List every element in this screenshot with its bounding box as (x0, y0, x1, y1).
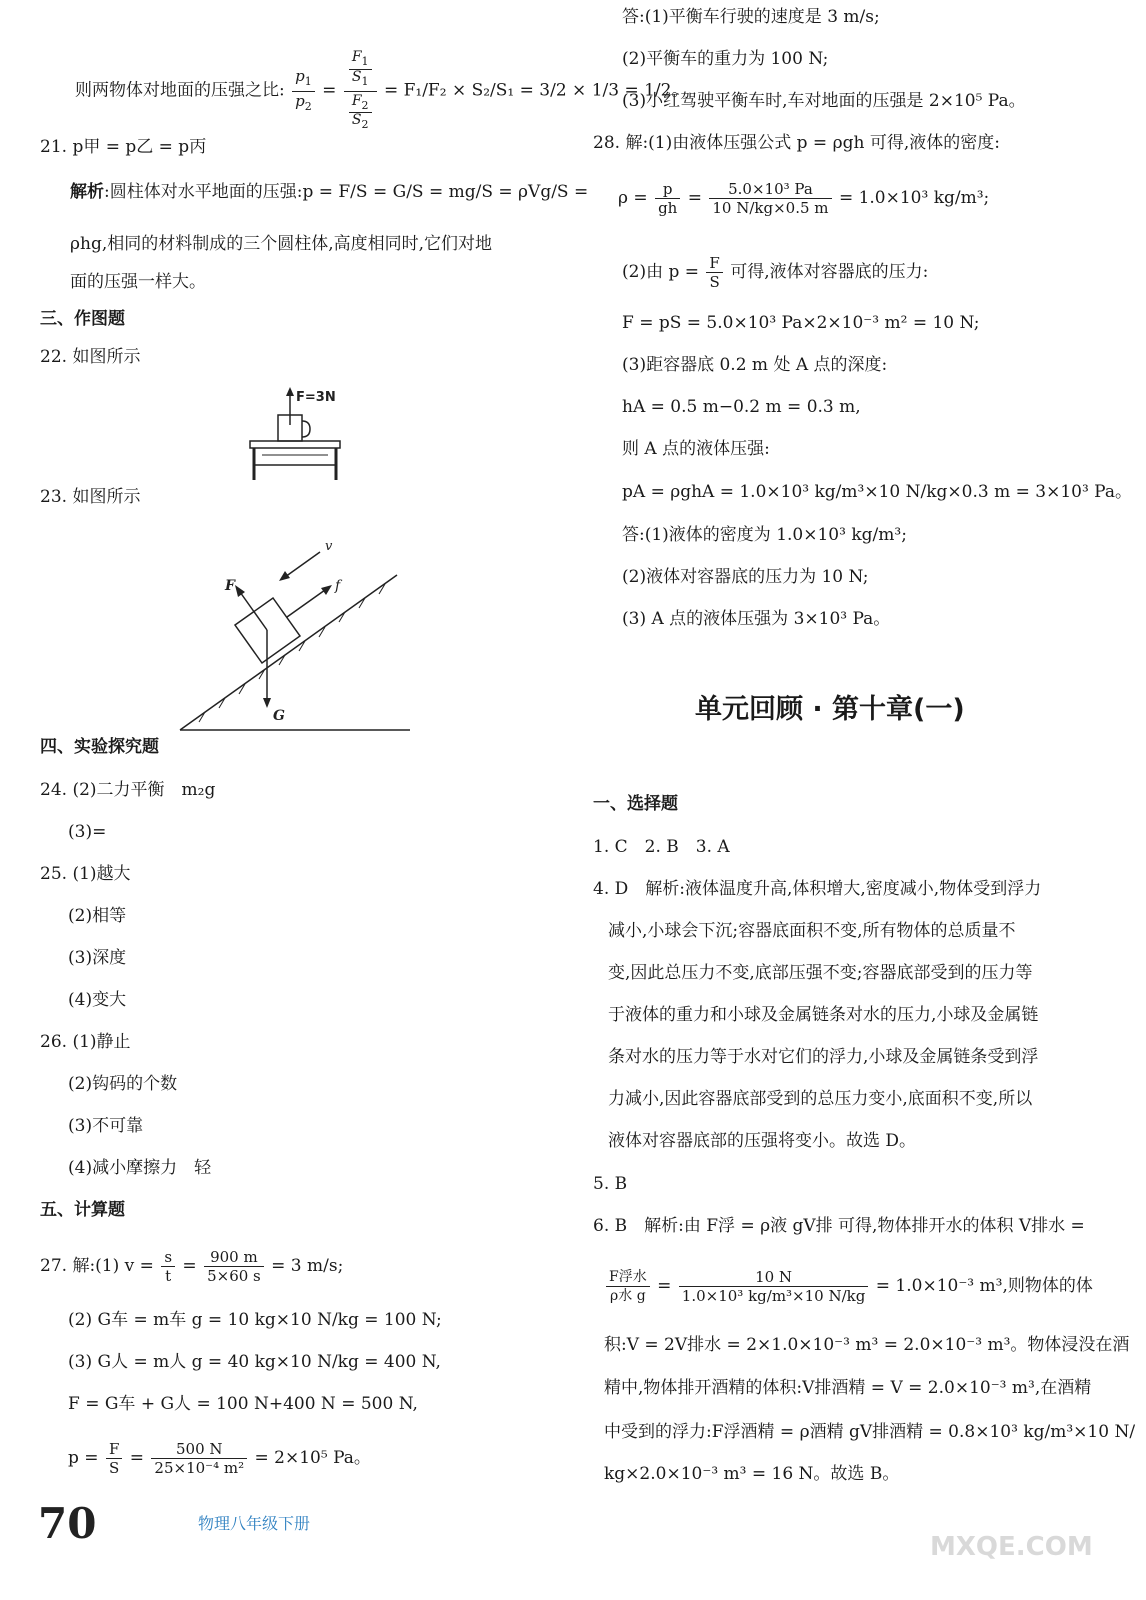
q27-l5-prefix: p = (68, 1448, 99, 1468)
friction-label: f (335, 578, 341, 594)
q27-line1: 27. 解:(1) v = $\frac{s}{t}$ = $\frac{900 m}{5\times 60 s}$ = 3 m/s; (40, 1248, 344, 1285)
q20-prefix: 则两物体对地面的压强之比: (75, 80, 285, 101)
q6-l2-tail: = 1.0×10⁻³ m³,则物体的体 (875, 1276, 1093, 1296)
q1-3-answers: 1. C 2. B 3. A (593, 837, 730, 857)
q4-line4: 于液体的重力和小球及金属链条对水的压力,小球及金属链 (608, 1005, 1039, 1025)
q28-l2-tail: = 1.0×10³ kg/m³; (838, 188, 990, 208)
q6-line5: 中受到的浮力:F浮酒精 = ρ酒精 gV排酒精 = 0.8×10³ kg/m³×10 N/ (604, 1422, 1136, 1442)
q21-text1: :圆柱体对水平地面的压强:p = F/S = G/S = mg/S = ρVg/S = (104, 182, 589, 202)
q4-line5: 条对水的压力等于水对它们的浮力,小球及金属链条受到浮 (608, 1047, 1039, 1067)
figure-22-table-diagram (240, 385, 350, 485)
q28-l2-frac2: $\frac{\text{5.0×10³ Pa}}{10 N/kg\times 0.5 m}$ (709, 180, 831, 217)
q26-line2: (2)钩码的个数 (68, 1074, 178, 1094)
q6-l2-frac2: $\frac{10 N}{\text{1.0×10³ kg/m³×10 N/kg}}$ (679, 1268, 869, 1305)
q21-analysis-line3: 面的压强一样大。 (70, 272, 206, 292)
velocity-arrowhead (279, 571, 290, 581)
section-3-heading: 三、作图题 (40, 309, 125, 329)
q27-line3: (3) G人 = m人 g = 40 kg×10 N/kg = 400 N, (68, 1352, 441, 1372)
q6-l2-frac: $\frac{\text{F浮水}}{\text{ρ水 g}}$ (606, 1268, 650, 1305)
q28-line2: ρ = $\frac{p}{gh}$ = $\frac{\text{5.0×10³ Pa}}{10 N/kg\times 0.5 m}$ = 1.0×10³ kg/m³; (618, 180, 990, 217)
normal-force-line (240, 592, 267, 630)
q4-line3: 变,因此总压力不变,底部压强不变;容器底部受到的压力等 (608, 963, 1033, 983)
q6-line2: $\frac{\text{F浮水}}{\text{ρ水 g}}$ = $\frac{10 N}{\text{1.0×10³ kg/m³×10 N/kg}}$ = 1.0×10⁻³ m³,则物体的体 (604, 1268, 1093, 1305)
q26-line1: 26. (1)静止 (40, 1032, 131, 1052)
q25-line1: 25. (1)越大 (40, 864, 131, 884)
q28-line1: 28. 解:(1)由液体压强公式 p = ρgh 可得,液体的密度: (593, 133, 1000, 153)
q28-answer-3: (3) A 点的液体压强为 3×10³ Pa。 (622, 609, 891, 629)
q20-compound-fraction: $\frac{\frac{F_1}{S_1}}{\frac{F_2}{S_2}}$ (344, 50, 377, 132)
q6-line3: 积:V = 2V排水 = 2×1.0×10⁻³ m³ = 2.0×10⁻³ m³。物体浸没在酒 (604, 1335, 1130, 1355)
normal-force-label: F (225, 578, 235, 594)
q20-tail: = F₁/F₂ × S₂/S₁ = 3/2 × 1/3 = 1/2。 (383, 80, 689, 101)
section-1-heading: 一、选择题 (593, 794, 678, 814)
q25-line3: (3)深度 (68, 948, 127, 968)
q20-ratio: $\frac{p_1}{p_2}$ (292, 67, 315, 116)
gravity-label: G (273, 708, 285, 724)
q24-line1: 24. (2)二力平衡 m₂g (40, 780, 216, 800)
friction-arrowhead (321, 585, 332, 595)
q4-line6: 力减小,因此容器底部受到的总压力变小,底面积不变,所以 (608, 1089, 1033, 1109)
q24-line2: (3)= (68, 822, 107, 842)
q28-l3-prefix: (2)由 p = (622, 262, 700, 282)
q28-answer-2: (2)液体对容器底的压力为 10 N; (622, 567, 869, 587)
watermark: MXQE.COM (930, 1532, 1093, 1562)
velocity-label: v (325, 539, 333, 554)
q27-l1-frac: $\frac{s}{t}$ (161, 1248, 175, 1285)
q28-l2-prefix: ρ = (618, 188, 648, 208)
q21-answer: 21. p甲 = p乙 = p丙 (40, 137, 207, 157)
q27-l1-frac2: $\frac{900 m}{5\times 60 s}$ (204, 1248, 264, 1285)
q27-line4: F = G车 + G人 = 100 N+400 N = 500 N, (68, 1394, 418, 1414)
q28-line3 (622, 254, 928, 291)
q25-line2: (2)相等 (68, 906, 127, 926)
gravity-arrowhead (263, 698, 271, 708)
q4-line2: 减小,小球会下沉;容器底面积不变,所有物体的总质量不 (608, 921, 1016, 941)
q26-line3: (3)不可靠 (68, 1116, 144, 1136)
q21-analysis-line2: ρhg,相同的材料制成的三个圆柱体,高度相同时,它们对地 (70, 234, 493, 254)
figure-23-incline-diagram (175, 530, 415, 735)
q27-line2: (2) G车 = m车 g = 10 kg×10 N/kg = 100 N; (68, 1310, 442, 1330)
q22-text: 22. 如图所示 (40, 347, 141, 367)
q28-line6: hA = 0.5 m−0.2 m = 0.3 m, (622, 397, 861, 417)
q28-line5: (3)距容器底 0.2 m 处 A 点的深度: (622, 355, 888, 375)
velocity-line (285, 552, 320, 577)
cup-handle (302, 421, 310, 437)
q20-line: 则两物体对地面的压强之比: $\frac{p_1}{p_2}$ = $\frac{\frac{F_1}{S_1}}{\frac{F_2}{S_2}}$ = F₁/F₂ × S₂/S₁ = 3/2 × 1/3 = 1/2。 (75, 49, 689, 132)
q27-l5-tail: = 2×10⁵ Pa。 (254, 1448, 371, 1468)
q27-answer-3: (3)小红驾驶平衡车时,车对地面的压强是 2×10⁵ Pa。 (622, 91, 1026, 111)
page-number: 70 (38, 1499, 97, 1548)
q23-text: 23. 如图所示 (40, 487, 141, 507)
q27-l5-frac2: $\frac{500 N}{\text{25×10⁻⁴ m²}}$ (151, 1440, 247, 1477)
q6-line4: 精中,物体排开酒精的体积:V排酒精 = V = 2.0×10⁻³ m³,在酒精 (604, 1378, 1092, 1398)
q28-answer-1: 答:(1)液体的密度为 1.0×10³ kg/m³; (622, 525, 907, 545)
q28-l3-tail: 可得,液体对容器底的压力: (730, 262, 929, 282)
q26-line4: (4)减小摩擦力 轻 (68, 1158, 212, 1178)
section-5-heading: 五、计算题 (40, 1200, 125, 1220)
q28-line8: pA = ρghA = 1.0×10³ kg/m³×10 N/kg×0.3 m = 3×10³ Pa。 (622, 482, 1132, 502)
analysis-label: 解析 (70, 182, 104, 202)
q21-analysis-line1 (70, 180, 588, 204)
normal-force-arrowhead (235, 585, 245, 597)
q28-line7: 则 A 点的液体压强: (622, 439, 770, 459)
q27-l1-prefix: 27. 解:(1) v = (40, 1256, 154, 1276)
friction-line (287, 590, 325, 617)
book-title: 物理八年级下册 (198, 1514, 311, 1533)
q6-line6: kg×2.0×10⁻³ m³ = 16 N。故选 B。 (604, 1464, 900, 1484)
q28-line4: F = pS = 5.0×10³ Pa×2×10⁻³ m² = 10 N; (622, 313, 980, 333)
q27-line5: p = $\frac{F}{S}$ = $\frac{500 N}{\text{25×10⁻⁴ m²}}$ = 2×10⁵ Pa。 (68, 1440, 371, 1477)
section-4-heading: 四、实验探究题 (40, 737, 159, 757)
q27-answer-1: 答:(1)平衡车行驶的速度是 3 m/s; (622, 7, 880, 27)
incline-hatching (199, 584, 385, 722)
q27-l5-frac: $\frac{F}{S}$ (106, 1440, 122, 1477)
q4-line7: 液体对容器底部的压强将变小。故选 D。 (608, 1131, 917, 1151)
q25-line4: (4)变大 (68, 990, 127, 1010)
force-label: F=3N (296, 390, 336, 405)
q4-line1: 4. D 解析:液体温度升高,体积增大,密度减小,物体受到浮力 (593, 879, 1042, 899)
q28-l2-frac: $\frac{p}{gh}$ (655, 180, 680, 217)
q27-l1-tail: = 3 m/s; (271, 1256, 344, 1276)
force-arrowhead (286, 387, 294, 396)
q28-l3-frac: $\frac{F}{S}$ (706, 254, 722, 291)
q27-answer-2: (2)平衡车的重力为 100 N; (622, 49, 829, 69)
q5-answer: 5. B (593, 1174, 628, 1194)
q6-line1: 6. B 解析:由 F浮 = ρ液 gV排 可得,物体排开水的体积 V排水 = (593, 1216, 1085, 1236)
unit-title: 单元回顾 · 第十章(一) (695, 694, 965, 725)
tabletop (250, 441, 340, 448)
